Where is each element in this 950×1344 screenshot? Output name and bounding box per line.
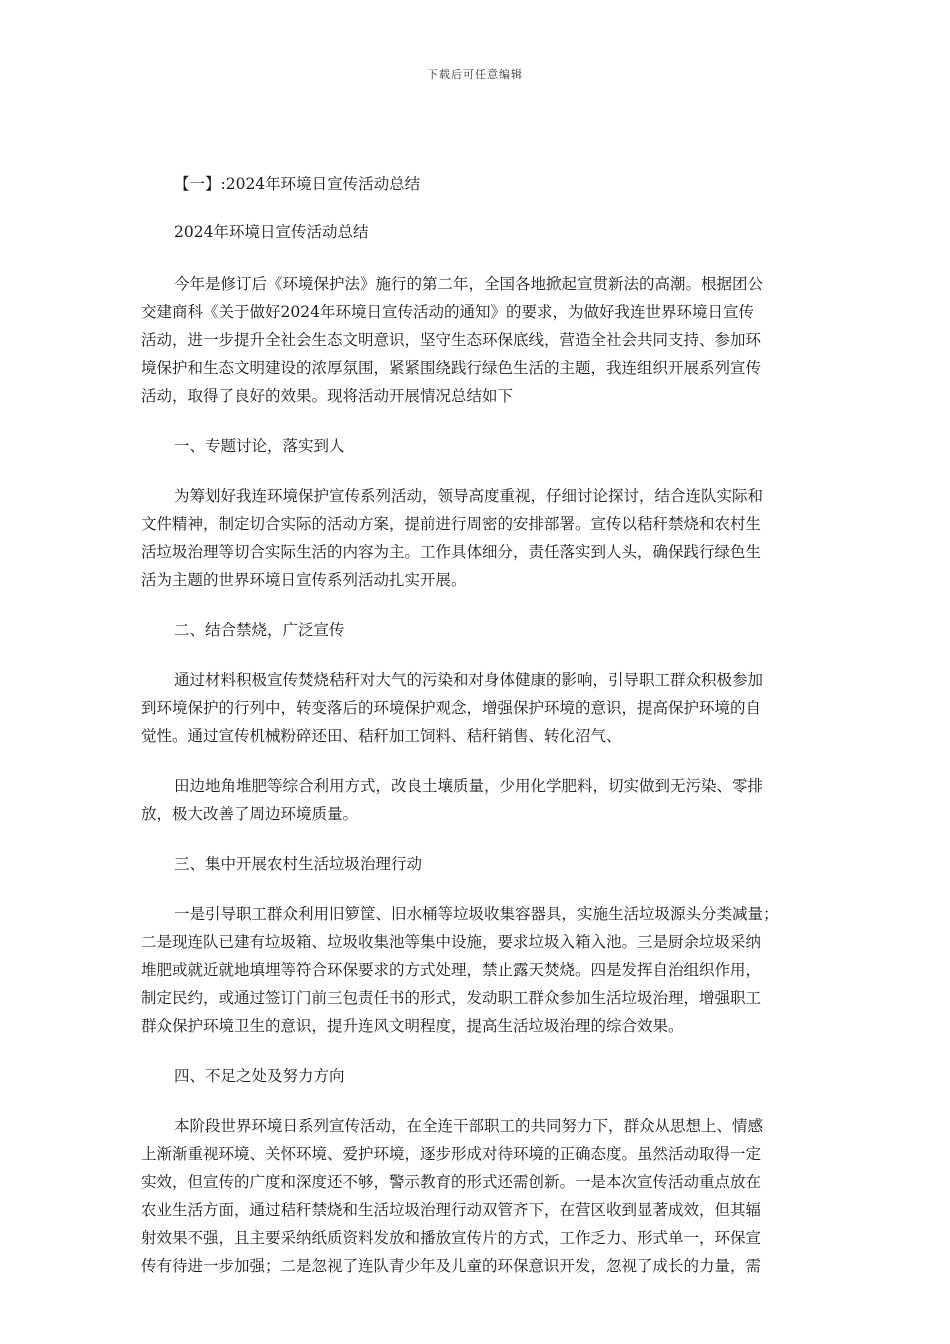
paragraph-line: 田边地角堆肥等综合利用方式，改良土壤质量，少用化学肥料，切实做到无污染、零排: [174, 777, 764, 795]
paragraph-line: 文件精神，制定切合实际的活动方案，提前进行周密的安排部署。宣传以秸秆禁烧和农村生: [141, 515, 762, 533]
paragraph-section-4: [141, 1112, 813, 1280]
paragraph-line: 到环境保护的行列中，转变落后的环境保护观念，增强保护环境的意识，提高保护环境的自: [141, 699, 762, 717]
section-heading-2: 二、结合禁烧，广泛宣传: [174, 621, 345, 639]
paragraph-intro: [141, 270, 813, 410]
paragraph-line: 通过材料积极宣传焚烧秸秆对大气的污染和对身体健康的影响，引导职工群众积极参加: [174, 671, 764, 689]
paragraph-line: 农业生活方面，通过秸秆禁烧和生活垃圾治理行动双管齐下，在营区收到显著成效，但其辐: [141, 1201, 762, 1219]
page-header-note: 下载后可任意编辑: [427, 68, 523, 81]
paragraph-line: 群众保护环境卫生的意识，提升连风文明程度，提高生活垃圾治理的综合效果。: [141, 1017, 684, 1035]
paragraph-line: 境保护和生态文明建设的浓厚氛围，紧紧围绕践行绿色生活的主题，我连组织开展系列宣传: [141, 359, 762, 377]
paragraph-line: 实效，但宣传的广度和深度还不够，警示教育的形式还需创新。一是本次宣传活动重点放在: [141, 1173, 762, 1191]
paragraph-line: 觉性。通过宣传机械粉碎还田、秸秆加工饲料、秸秆销售、转化沼气、: [141, 727, 622, 745]
paragraph-section-3: [141, 900, 813, 1040]
document-subtitle: 2024年环境日宣传活动总结: [174, 223, 369, 241]
paragraph-line: 交建商科《关于做好2024年环境日宣传活动的通知》的要求，为做好我连世界环境日宣传: [141, 303, 754, 321]
paragraph-line: 制定民约，或通过签订门前三包责任书的形式，发动职工群众参加生活垃圾治理，增强职工: [141, 989, 762, 1007]
document-body: [141, 170, 813, 1302]
paragraph-line: 二是现连队已建有垃圾箱、垃圾收集池等集中设施，要求垃圾入箱入池。三是厨余垃圾采纳: [141, 933, 762, 951]
paragraph-line: 本阶段世界环境日系列宣传活动，在全连干部职工的共同努力下，群众从思想上、情感: [174, 1117, 764, 1135]
paragraph-line: 放，极大改善了周边环境质量。: [141, 805, 359, 823]
paragraph-line: 活垃圾治理等切合实际生活的内容为主。工作具体细分，责任落实到人头，确保践行绿色生: [141, 543, 762, 561]
section-heading-1: 一、专题讨论，落实到人: [174, 437, 345, 455]
paragraph-section-2b: [141, 772, 813, 828]
paragraph-line: 今年是修订后《环境保护法》施行的第二年，全国各地掀起宣贯新法的高潮。根据团公: [174, 275, 764, 293]
paragraph-line: 上渐渐重视环境、关怀环境、爱护环境，逐步形成对待环境的正确态度。虽然活动取得一定: [141, 1145, 762, 1163]
paragraph-line: 传有待进一步加强；二是忽视了连队青少年及儿童的环保意识开发，忽视了成长的力量，需: [141, 1257, 762, 1275]
paragraph-line: 射效果不强，且主要采纳纸质资料发放和播放宣传片的方式，工作乏力、形式单一，环保宣: [141, 1229, 762, 1247]
document-title: 【一】:2024年环境日宣传活动总结: [174, 175, 421, 193]
paragraph-line: 活动，取得了良好的效果。现将活动开展情况总结如下: [141, 387, 514, 405]
paragraph-line: 活为主题的世界环境日宣传系列活动扎实开展。: [141, 571, 467, 589]
paragraph-line: 为筹划好我连环境保护宣传系列活动，领导高度重视，仔细讨论探讨，结合连队实际和: [174, 487, 764, 505]
paragraph-section-1: [141, 482, 813, 594]
paragraph-line: 活动，进一步提升全社会生态文明意识，坚守生态环保底线，营造全社会共同支持、参加环: [141, 331, 762, 349]
section-heading-3: 三、集中开展农村生活垃圾治理行动: [174, 855, 423, 873]
paragraph-section-2a: [141, 666, 813, 750]
paragraph-line: 一是引导职工群众利用旧箩筐、旧水桶等垃圾收集容器具，实施生活垃圾源头分类减量；: [174, 905, 779, 923]
section-heading-4: 四、不足之处及努力方向: [174, 1067, 345, 1085]
paragraph-line: 堆肥或就近就地填埋等符合环保要求的方式处理，禁止露天焚烧。四是发挥自治组织作用，: [141, 961, 762, 979]
